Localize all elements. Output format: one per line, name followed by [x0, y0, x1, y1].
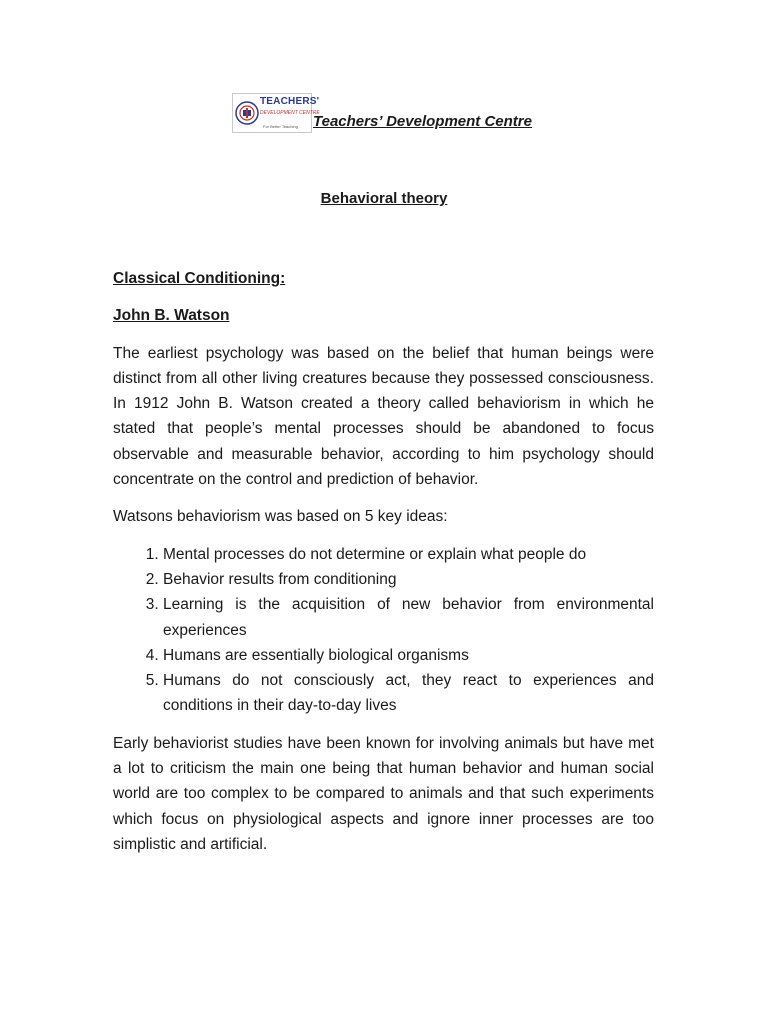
teachers-development-centre-logo [232, 93, 320, 133]
document-body [113, 266, 654, 869]
logo-title: TEACHERS' [260, 96, 320, 107]
logo-subtitle: DEVELOPMENT CENTRE [260, 110, 320, 116]
list-item: 3. Learning is the acquisition of new behavior from environmental experiences [163, 592, 654, 643]
list-intro: Watsons behaviorism was based on 5 key ideas: [113, 508, 448, 526]
centre-name: Teachers’ Development Centre [313, 113, 532, 130]
list-item: 2. Behavior results from conditioning [163, 567, 654, 592]
emblem-icon [235, 100, 259, 126]
document-title: Behavioral theory [320, 190, 448, 207]
logo-tagline: For Better Teaching [263, 124, 298, 129]
list-item: 5. Humans do not consciously act, they react to experiences and conditions in their day-to-day lives [163, 668, 654, 719]
key-ideas-list [113, 542, 654, 719]
subheading: John B. Watson [113, 307, 230, 325]
paragraph-1: The earliest psychology was based on the belief that human beings were distinct from all other living creatures because they possessed consciousness. In 1912 John B. Watson created a theory called behaviorism in which he stated that people’s mental processes should be abandoned to focus observable and measurable behavior, according to him psychology should concentrate on the control and prediction of behavior. [113, 344, 654, 489]
list-item: 4. Humans are essentially biological organisms [163, 643, 654, 668]
section-heading: Classical Conditioning: [113, 270, 286, 287]
document-header [232, 93, 532, 133]
paragraph-2: Early behaviorist studies have been known for involving animals but have met a lot to criticism the main one being that human behavior and human social world are too complex to be compared to animals and that such experiments which focus on physiological aspects and ignore inner processes are too simplistic and artificial. [113, 734, 654, 853]
list-item: 1. Mental processes do not determine or explain what people do [163, 542, 654, 567]
